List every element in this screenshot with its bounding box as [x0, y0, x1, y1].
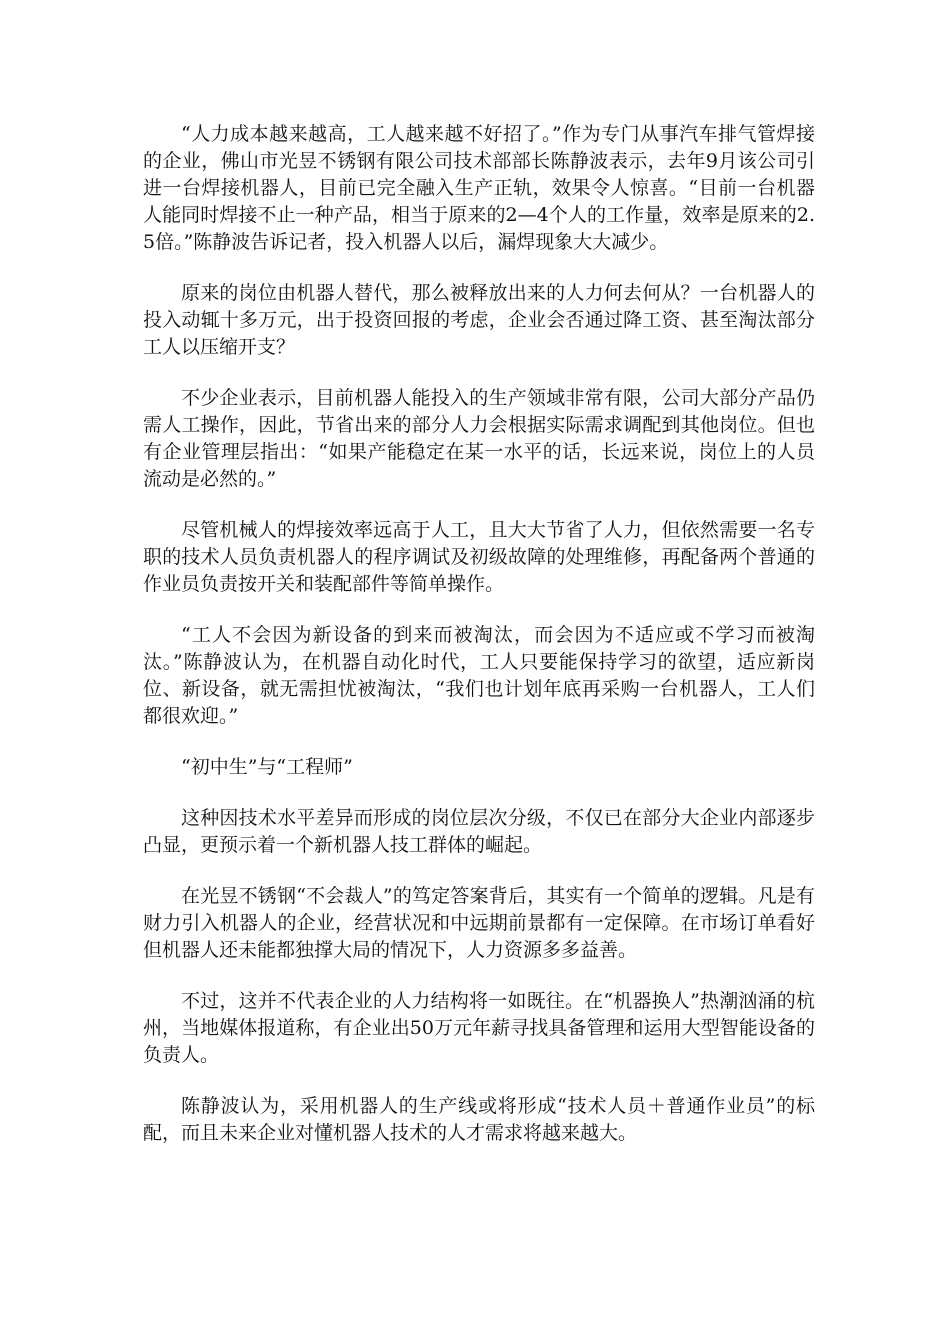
paragraph-5: “工人不会因为新设备的到来而被淘汰，而会因为不适应或不学习而被淘汰。”陈静波认为，在机器自动化时代，工人只要能保持学习的欲望，适应新岗位、新设备，就无需担忧被淘汰，“我们也计划年底再采购一台机器人，工人们都很欢迎。” — [143, 624, 815, 727]
paragraph-1: “人力成本越来越高，工人越来越不好招了。”作为专门从事汽车排气管焊接的企业，佛山市光昱不锈钢有限公司技术部部长陈静波表示，去年9月该公司引进一台焊接机器人，目前已完全融入生产正轨，效果令人惊喜。“目前一台机器人能同时焊接不止一种产品，相当于原来的2—4个人的工作量，效率是原来的2.5倍。”陈静波告诉记者，投入机器人以后，漏焊现象大大减少。 — [143, 123, 815, 253]
paragraph-8: 不过，这并不代表企业的人力结构将一如既往。在“机器换人”热潮汹涌的杭州，当地媒体报道称，有企业出50万元年薪寻找具备管理和运用大型智能设备的负责人。 — [143, 990, 815, 1066]
paragraph-4: 尽管机械人的焊接效率远高于人工，且大大节省了人力，但依然需要一名专职的技术人员负责机器人的程序调试及初级故障的处理维修，再配备两个普通的作业员负责按开关和装配部件等简单操作。 — [143, 519, 815, 595]
paragraph-3: 不少企业表示，目前机器人能投入的生产领域非常有限，公司大部分产品仍需人工操作，因此，节省出来的部分人力会根据实际需求调配到其他岗位。但也有企业管理层指出：“如果产能稳定在某一水平的话，长远来说，岗位上的人员流动是必然的。” — [143, 387, 815, 490]
paragraph-6: 这种因技术水平差异而形成的岗位层次分级，不仅已在部分大企业内部逐步凸显，更预示着一个新机器人技工群体的崛起。 — [143, 807, 815, 856]
paragraph-7: 在光昱不锈钢“不会裁人”的笃定答案背后，其实有一个简单的逻辑。凡是有财力引入机器人的企业，经营状况和中远期前景都有一定保障。在市场订单看好但机器人还未能都独撑大局的情况下，人力资源多多益善。 — [143, 885, 815, 961]
section-heading: “初中生”与“工程师” — [181, 756, 353, 778]
paragraph-2: 原来的岗位由机器人替代，那么被释放出来的人力何去何从？一台机器人的投入动辄十多万元，出于投资回报的考虑，企业会否通过降工资、甚至淘汰部分工人以压缩开支？ — [143, 282, 815, 358]
paragraph-9: 陈静波认为，采用机器人的生产线或将形成“技术人员＋普通作业员”的标配，而且未来企业对懂机器人技术的人才需求将越来越大。 — [143, 1095, 815, 1144]
document-body — [143, 121, 815, 1171]
